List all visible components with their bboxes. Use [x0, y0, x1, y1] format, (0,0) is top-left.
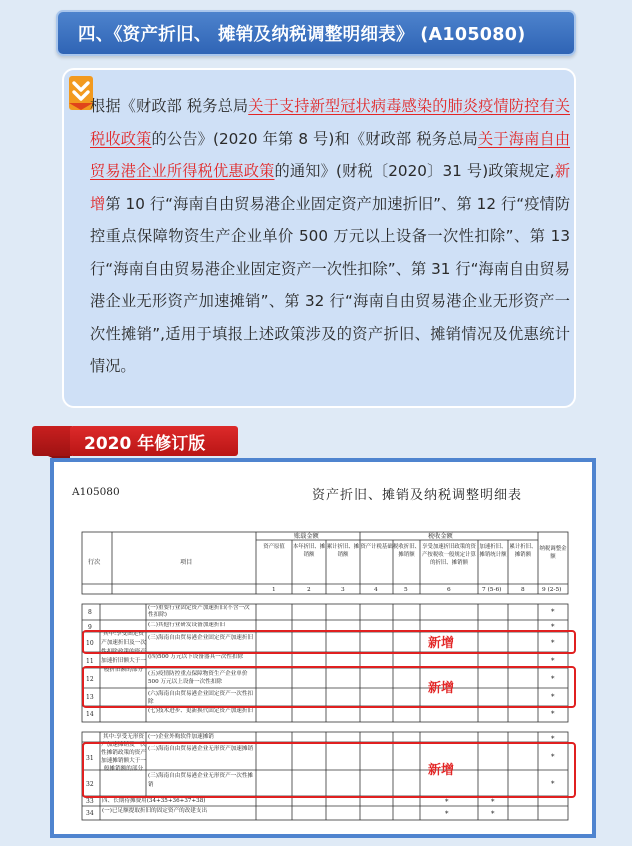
col-num-4: 4	[374, 587, 378, 593]
intro-text-4: 第 10 行“海南自由贸易港企业固定资产加速折旧”、第 12 行“疫情防控重点保障物资生产企业单价 500 万元以上设备一次性扣除”、第 13 行“海南自由贸易港企业固定资产一次性扣除”、第 31 行“海南自由贸易港企业无形资产加速摊销”、第 32 行“海南自由贸易港企业无形资产一次性摊销”,适用于填报上述政策涉及的资产折旧、摊销情况及优惠统计情况。	[90, 194, 571, 375]
new-label-row-10: 新增	[428, 636, 455, 651]
row-9-item: (二)其他行业研发设备加速折旧	[148, 622, 226, 628]
row-31-item: (二)海南自由贸易港企业无形资产加速摊销	[148, 746, 254, 752]
row-33-item: 四、长期待摊费用(34+35+36+37+38)	[102, 798, 206, 804]
ribbon-tail	[32, 426, 72, 456]
group-tax-amount: 税收金额	[428, 533, 453, 540]
row-10-no: 10	[86, 640, 94, 647]
col-num-3: 3	[341, 587, 345, 593]
row-12-item: (五)疫情防控重点保障物资生产企业单价 500 万元以上设备一次性扣除	[148, 671, 248, 685]
intro-text-2: 的公告》(2020 年第 8 号)和《财政部 税务总局	[151, 129, 478, 148]
row-9-no: 9	[88, 624, 92, 631]
row-31-star: *	[551, 753, 555, 761]
merged-fixed-asset-label: 其中:享受固定资产加速折旧及一次性扣除政策的资产加速折旧额大于一般折旧额的部分	[101, 631, 146, 673]
h-current-year: 本年折旧、摊销额	[292, 544, 326, 558]
row-8-no: 8	[88, 609, 92, 616]
col-num-6: 6	[447, 587, 451, 593]
row-33-star-b: *	[491, 798, 495, 806]
row-33-no: 33	[86, 798, 94, 805]
new-label-rows-12-13: 新增	[428, 681, 455, 696]
col-num-7: 7 (5-6)	[482, 587, 502, 593]
col-num-5: 5	[404, 587, 408, 593]
row-32-star: *	[551, 780, 555, 788]
row-34-item: (一)已足额提取折旧的固定资产的改建支出	[102, 808, 208, 814]
group-book-amount: 账载金额	[294, 533, 319, 540]
h-original-value: 资产原值	[263, 544, 285, 550]
intro-paragraph	[90, 90, 570, 383]
h-accel-general: 享受加速折旧政策的资产按税收一般规定计算的折旧、摊销额	[422, 544, 476, 566]
col-num-2: 2	[307, 587, 311, 593]
intro-text-1: 根据《财政部 税务总局	[90, 97, 249, 115]
row-11-no: 11	[86, 658, 94, 665]
row-14-star: *	[551, 710, 555, 718]
row-11-star: *	[551, 657, 555, 665]
form-title: 资产折旧、摊销及纳税调整明细表	[312, 488, 523, 503]
row-30-item: (一)企业外购软件加速摊销	[148, 734, 214, 740]
row-12-no: 12	[86, 676, 94, 683]
row-32-item: (三)海南自由贸易港企业无形资产一次性摊销	[148, 773, 254, 788]
row-34-no: 34	[86, 810, 94, 817]
policy-link-epidemic[interactable]: 关于支持新型冠状病毒感染的肺炎疫情防控有关税收政策	[90, 97, 570, 148]
new-label-rows-31-32: 新增	[428, 763, 455, 778]
intro-text-3: 的通知》(财税〔2020〕31 号)政策规定,	[274, 162, 555, 180]
h-accumulated-tax: 累计折旧、摊销额	[509, 544, 537, 558]
section-header	[56, 10, 576, 56]
col-num-1: 1	[272, 587, 276, 593]
row-30-star: *	[551, 735, 555, 743]
row-10-item: (三)海南自由贸易港企业固定资产加速折旧	[148, 635, 254, 641]
form-frame	[50, 458, 596, 838]
col-num-8: 8	[521, 587, 525, 593]
row-34-star-b: *	[491, 810, 495, 818]
row-34-star-a: *	[445, 810, 449, 818]
form-code: A105080	[72, 486, 120, 498]
h-tax-basis: 资产计税基础	[360, 544, 393, 550]
section-title: 四、《资产折旧、 摊销及纳税调整明细表》 (A105080)	[78, 25, 526, 45]
row-13-star: *	[551, 693, 555, 701]
row-9-star: *	[551, 623, 555, 631]
version-label: 2020 年修订版	[84, 434, 206, 454]
row-8-star: *	[551, 608, 555, 616]
h-accumulated: 累计折旧、摊销额	[326, 544, 360, 558]
intro-card	[62, 68, 576, 408]
col-row-number: 行次	[88, 559, 101, 566]
col-item: 项目	[180, 559, 193, 566]
row-33-star-a: *	[445, 798, 449, 806]
h-accel-stat: 加速折旧、摊销统计额	[479, 544, 507, 558]
new-added-highlight: 新增	[90, 162, 571, 213]
merged-intangible-label: 其中:享受无形资产加速摊销及一次性摊销政策的资产加速摊销额大于一般摊销额的部分	[101, 734, 146, 772]
row-14-no: 14	[86, 711, 94, 718]
h-adjustment: 纳税调整金额	[539, 546, 567, 560]
row-14-item: (七)技术进步、更新换代固定资产加速折旧	[148, 708, 254, 714]
col-num-9: 9 (2-5)	[542, 587, 562, 593]
h-tax-depreciation: 税收折旧、摊销额	[393, 544, 420, 558]
row-10-star: *	[551, 639, 555, 647]
row-13-no: 13	[86, 694, 94, 701]
row-8-item: (一)重要行业固定资产加速折旧(不含一次性扣除)	[148, 605, 250, 618]
row-31-no: 31	[86, 755, 94, 762]
row-32-no: 32	[86, 781, 94, 788]
row-13-item: (六)海南自由贸易港企业固定资产一次性扣除	[148, 691, 254, 705]
row-11-item: (四)500 万元以下设备器具一次性扣除	[148, 654, 244, 660]
policy-link-hainan[interactable]: 关于海南自由贸易港企业所得税优惠政策	[90, 129, 571, 180]
row-12-star: *	[551, 675, 555, 683]
